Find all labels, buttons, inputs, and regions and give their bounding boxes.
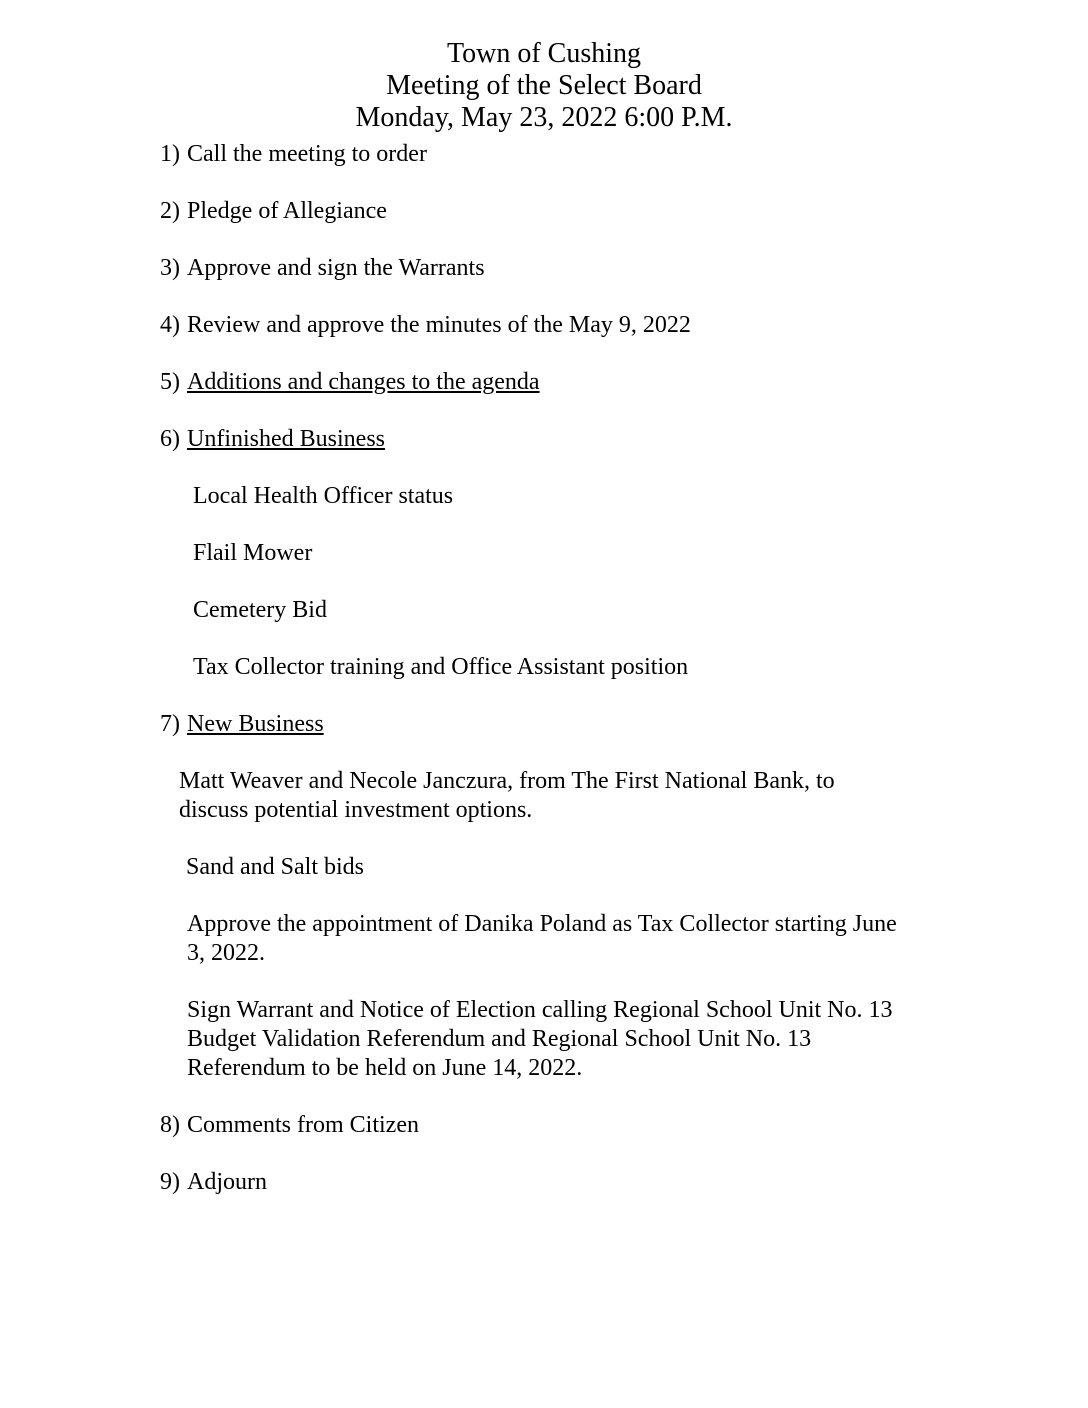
agenda-subitem-flail-mower: Flail Mower (193, 540, 313, 566)
agenda-subitem-cemetery-bid: Cemetery Bid (193, 597, 327, 623)
paragraph-line: 3, 2022. (187, 940, 265, 966)
item-text-underlined: New Business (187, 711, 324, 737)
agenda-item-8 (160, 1111, 1028, 1140)
agenda-item-7 (160, 710, 1028, 739)
paragraph-line: Budget Validation Referendum and Regional School Unit No. 13 (187, 1026, 812, 1052)
item-number: 2) (160, 198, 180, 224)
item-text: Pledge of Allegiance (187, 198, 387, 224)
item-text: Comments from Citizen (187, 1112, 419, 1138)
item-number: 6) (160, 426, 180, 452)
document-datetime: Monday, May 23, 2022 6:00 P.M. (355, 102, 733, 133)
document-header (0, 38, 1088, 134)
paragraph-line: Matt Weaver and Necole Janczura, from The First National Bank, to (179, 768, 835, 794)
agenda-paragraph-sign-warrant-referendum (160, 996, 1028, 1083)
item-text: Review and approve the minutes of the May 9, 2022 (187, 312, 691, 338)
document-subtitle: Meeting of the Select Board (386, 70, 702, 101)
agenda-paragraph-tax-collector-appointment (160, 910, 1028, 968)
item-text-underlined: Additions and changes to the agenda (187, 369, 540, 395)
agenda-item-6 (160, 425, 1028, 454)
item-text: Call the meeting to order (187, 141, 427, 167)
item-number: 7) (160, 711, 180, 737)
item-text: Approve and sign the Warrants (187, 255, 485, 281)
agenda-item-1 (160, 140, 1028, 169)
paragraph-line: Approve the appointment of Danika Poland as Tax Collector starting June (187, 911, 897, 937)
item-number: 3) (160, 255, 180, 281)
item-text-underlined: Unfinished Business (187, 426, 385, 452)
document-title: Town of Cushing (446, 38, 642, 69)
agenda-paragraph-first-national-bank (160, 767, 1028, 825)
item-number: 1) (160, 141, 180, 167)
agenda-item-5 (160, 368, 1028, 397)
item-number: 5) (160, 369, 180, 395)
agenda-item-9 (160, 1168, 1028, 1197)
paragraph-line: Referendum to be held on June 14, 2022. (187, 1055, 583, 1081)
agenda-subitem-local-health-officer: Local Health Officer status (193, 483, 454, 509)
item-number: 9) (160, 1169, 180, 1195)
item-number: 8) (160, 1112, 180, 1138)
paragraph-line: discuss potential investment options. (179, 797, 533, 823)
agenda-subitem-sand-and-salt-bids: Sand and Salt bids (186, 854, 364, 880)
agenda-item-4 (160, 311, 1028, 340)
agenda-subitem-tax-collector-training: Tax Collector training and Office Assistant position (193, 654, 689, 680)
agenda-body (0, 140, 1088, 1197)
paragraph-line: Sign Warrant and Notice of Election calling Regional School Unit No. 13 (187, 997, 893, 1023)
agenda-item-3 (160, 254, 1028, 283)
agenda-item-2 (160, 197, 1028, 226)
item-text: Adjourn (187, 1169, 267, 1195)
item-number: 4) (160, 312, 180, 338)
